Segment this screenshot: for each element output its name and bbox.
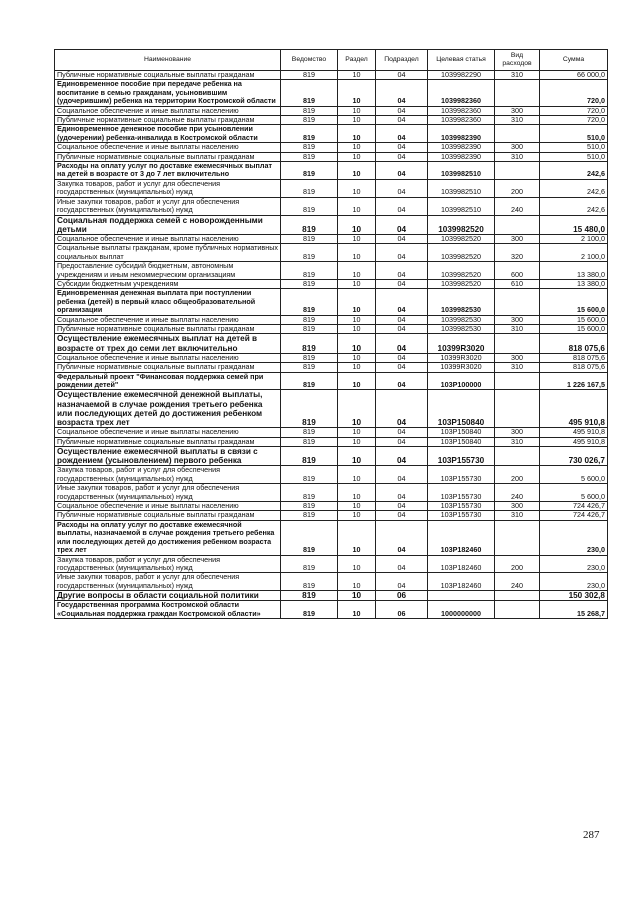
cell-dept: 819 — [281, 428, 338, 437]
header-subsection: Подраздел — [376, 50, 428, 71]
cell-name: Осуществление ежемесячной выплаты в связи с рождением (усыновлением) первого ребенка — [55, 447, 281, 466]
cell-dept: 819 — [281, 80, 338, 106]
cell-target: 1039982530 — [428, 324, 495, 333]
cell-subsection: 04 — [376, 215, 428, 234]
cell-dept: 819 — [281, 289, 338, 315]
cell-dept: 819 — [281, 179, 338, 197]
cell-section: 10 — [338, 106, 376, 115]
header-dept: Ведомство — [281, 50, 338, 71]
cell-dept: 819 — [281, 279, 338, 288]
cell-expense: 310 — [495, 363, 540, 372]
cell-dept: 819 — [281, 162, 338, 180]
table-row — [55, 363, 608, 372]
table-row — [55, 353, 608, 362]
cell-name: Единовременное пособие при передаче ребенка на воспитание в семью гражданам, усыновившим (удочерившим) ребенка на территории Костромской области — [55, 80, 281, 106]
cell-target: 1039982520 — [428, 244, 495, 262]
cell-subsection: 04 — [376, 279, 428, 288]
cell-target: 1039982530 — [428, 289, 495, 315]
cell-expense: 300 — [495, 315, 540, 324]
cell-dept: 819 — [281, 71, 338, 80]
cell-dept: 819 — [281, 143, 338, 152]
table-row — [55, 179, 608, 197]
cell-expense — [495, 334, 540, 353]
cell-subsection: 04 — [376, 289, 428, 315]
cell-sum: 720,0 — [540, 80, 608, 106]
cell-subsection: 04 — [376, 116, 428, 125]
cell-expense — [495, 289, 540, 315]
cell-dept: 819 — [281, 152, 338, 161]
cell-expense: 600 — [495, 262, 540, 280]
cell-target: 1039982510 — [428, 162, 495, 180]
cell-sum: 5 600,0 — [540, 484, 608, 502]
table-row — [55, 484, 608, 502]
cell-target: 10399R3020 — [428, 334, 495, 353]
cell-section: 10 — [338, 353, 376, 362]
cell-expense: 300 — [495, 106, 540, 115]
cell-dept: 819 — [281, 447, 338, 466]
cell-section: 10 — [338, 315, 376, 324]
cell-subsection: 04 — [376, 106, 428, 115]
cell-target: 1039982390 — [428, 152, 495, 161]
table-row — [55, 116, 608, 125]
cell-sum: 495 910,8 — [540, 428, 608, 437]
cell-section: 10 — [338, 447, 376, 466]
cell-name: Социальное обеспечение и иные выплаты населению — [55, 315, 281, 324]
cell-sum: 510,0 — [540, 152, 608, 161]
cell-subsection: 04 — [376, 511, 428, 520]
cell-target: 103P155730 — [428, 502, 495, 511]
cell-sum: 15 600,0 — [540, 289, 608, 315]
cell-dept: 819 — [281, 601, 338, 619]
cell-expense: 300 — [495, 428, 540, 437]
cell-target: 1039982390 — [428, 143, 495, 152]
cell-dept: 819 — [281, 363, 338, 372]
cell-section: 10 — [338, 116, 376, 125]
table-row — [55, 262, 608, 280]
budget-table — [54, 49, 608, 619]
cell-expense — [495, 80, 540, 106]
cell-name: Единовременное денежное пособие при усыновлении (удочерении) ребенка-инвалида в Костромской области — [55, 125, 281, 143]
table-row — [55, 511, 608, 520]
cell-sum: 2 100,0 — [540, 234, 608, 243]
cell-section: 10 — [338, 324, 376, 333]
cell-dept: 819 — [281, 502, 338, 511]
cell-section: 10 — [338, 466, 376, 484]
cell-expense: 310 — [495, 437, 540, 446]
cell-subsection: 04 — [376, 502, 428, 511]
cell-target: 103P150840 — [428, 390, 495, 428]
cell-dept: 819 — [281, 484, 338, 502]
cell-dept: 819 — [281, 244, 338, 262]
cell-section: 10 — [338, 262, 376, 280]
table-row — [55, 591, 608, 601]
cell-section: 10 — [338, 502, 376, 511]
table-row — [55, 215, 608, 234]
cell-section: 10 — [338, 372, 376, 390]
cell-expense: 300 — [495, 353, 540, 362]
header-target: Целевая статья — [428, 50, 495, 71]
cell-sum: 724 426,7 — [540, 502, 608, 511]
cell-expense: 320 — [495, 244, 540, 262]
cell-dept: 819 — [281, 390, 338, 428]
cell-target: 103P182460 — [428, 573, 495, 591]
cell-sum: 15 268,7 — [540, 601, 608, 619]
cell-sum: 720,0 — [540, 106, 608, 115]
page-number: 287 — [583, 829, 600, 841]
cell-expense: 200 — [495, 466, 540, 484]
cell-dept: 819 — [281, 125, 338, 143]
cell-subsection: 04 — [376, 324, 428, 333]
table-row — [55, 143, 608, 152]
cell-name: Публичные нормативные социальные выплаты гражданам — [55, 152, 281, 161]
table-row — [55, 125, 608, 143]
cell-sum: 15 600,0 — [540, 315, 608, 324]
cell-subsection: 04 — [376, 125, 428, 143]
cell-subsection: 04 — [376, 197, 428, 215]
header-row — [55, 50, 608, 71]
cell-subsection: 04 — [376, 143, 428, 152]
cell-section: 10 — [338, 555, 376, 573]
cell-subsection: 04 — [376, 437, 428, 446]
table-row — [55, 315, 608, 324]
cell-section: 10 — [338, 601, 376, 619]
cell-target — [428, 591, 495, 601]
cell-expense: 300 — [495, 502, 540, 511]
cell-sum: 230,0 — [540, 573, 608, 591]
cell-expense: 310 — [495, 511, 540, 520]
cell-sum: 230,0 — [540, 555, 608, 573]
cell-section: 10 — [338, 152, 376, 161]
cell-dept: 819 — [281, 315, 338, 324]
cell-target: 103P155730 — [428, 447, 495, 466]
cell-dept: 819 — [281, 197, 338, 215]
cell-dept: 819 — [281, 324, 338, 333]
cell-target: 1039982510 — [428, 197, 495, 215]
cell-name: Закупка товаров, работ и услуг для обеспечения государственных (муниципальных) нужд — [55, 555, 281, 573]
cell-section: 10 — [338, 484, 376, 502]
cell-dept: 819 — [281, 353, 338, 362]
cell-section: 10 — [338, 511, 376, 520]
cell-target: 103P182460 — [428, 520, 495, 555]
table-row — [55, 106, 608, 115]
cell-sum: 242,6 — [540, 179, 608, 197]
cell-section: 10 — [338, 520, 376, 555]
table-row — [55, 152, 608, 161]
cell-section: 10 — [338, 289, 376, 315]
cell-target: 10399R3020 — [428, 353, 495, 362]
cell-expense: 310 — [495, 116, 540, 125]
cell-subsection: 04 — [376, 334, 428, 353]
cell-name: Публичные нормативные социальные выплаты гражданам — [55, 437, 281, 446]
cell-expense: 300 — [495, 143, 540, 152]
cell-expense: 240 — [495, 573, 540, 591]
table-body — [55, 71, 608, 619]
cell-name: Федеральный проект "Финансовая поддержка семей при рождении детей" — [55, 372, 281, 390]
table-row — [55, 520, 608, 555]
cell-sum: 720,0 — [540, 116, 608, 125]
cell-target: 1039982520 — [428, 234, 495, 243]
table-row — [55, 244, 608, 262]
cell-target: 1039982520 — [428, 279, 495, 288]
cell-expense: 200 — [495, 555, 540, 573]
cell-sum: 15 600,0 — [540, 324, 608, 333]
cell-subsection: 04 — [376, 353, 428, 362]
cell-dept: 819 — [281, 262, 338, 280]
cell-subsection: 04 — [376, 447, 428, 466]
cell-sum: 495 910,8 — [540, 437, 608, 446]
cell-sum: 495 910,8 — [540, 390, 608, 428]
cell-subsection: 04 — [376, 71, 428, 80]
cell-target: 103P100000 — [428, 372, 495, 390]
cell-target: 1000000000 — [428, 601, 495, 619]
table-row — [55, 466, 608, 484]
cell-name: Социальное обеспечение и иные выплаты населению — [55, 502, 281, 511]
cell-name: Публичные нормативные социальные выплаты гражданам — [55, 363, 281, 372]
table-row — [55, 324, 608, 333]
cell-dept: 819 — [281, 215, 338, 234]
cell-expense: 240 — [495, 484, 540, 502]
cell-expense — [495, 372, 540, 390]
cell-subsection: 04 — [376, 466, 428, 484]
cell-expense — [495, 215, 540, 234]
table-row — [55, 279, 608, 288]
cell-sum: 1 226 167,5 — [540, 372, 608, 390]
cell-name: Публичные нормативные социальные выплаты гражданам — [55, 511, 281, 520]
cell-subsection: 04 — [376, 520, 428, 555]
cell-name: Иные закупки товаров, работ и услуг для обеспечения государственных (муниципальных) нужд — [55, 484, 281, 502]
cell-name: Иные закупки товаров, работ и услуг для обеспечения государственных (муниципальных) нужд — [55, 197, 281, 215]
cell-subsection: 04 — [376, 80, 428, 106]
cell-sum: 242,6 — [540, 162, 608, 180]
cell-section: 10 — [338, 244, 376, 262]
cell-expense — [495, 447, 540, 466]
cell-name: Другие вопросы в области социальной политики — [55, 591, 281, 601]
cell-target: 1039982520 — [428, 262, 495, 280]
cell-expense — [495, 125, 540, 143]
cell-section: 10 — [338, 234, 376, 243]
cell-subsection: 06 — [376, 591, 428, 601]
cell-subsection: 04 — [376, 162, 428, 180]
cell-name: Предоставление субсидий бюджетным, автономным учреждениям и иным некоммерческим организациям — [55, 262, 281, 280]
cell-target: 1039982290 — [428, 71, 495, 80]
header-section: Раздел — [338, 50, 376, 71]
cell-subsection: 06 — [376, 601, 428, 619]
cell-name: Расходы на оплату услуг по доставке ежемесячных выплат на детей в возрасте от 3 до 7 лет включительно — [55, 162, 281, 180]
cell-target: 103P182460 — [428, 555, 495, 573]
header-expense: Вид расходов — [495, 50, 540, 71]
cell-name: Субсидии бюджетным учреждениям — [55, 279, 281, 288]
cell-name: Осуществление ежемесячных выплат на детей в возрасте от трех до семи лет включительно — [55, 334, 281, 353]
cell-target: 103P155730 — [428, 484, 495, 502]
cell-section: 10 — [338, 143, 376, 152]
cell-sum: 724 426,7 — [540, 511, 608, 520]
table-row — [55, 447, 608, 466]
cell-sum: 5 600,0 — [540, 466, 608, 484]
table-row — [55, 197, 608, 215]
cell-subsection: 04 — [376, 555, 428, 573]
cell-name: Осуществление ежемесячной денежной выплаты, назначаемой в случае рождения третьего ребенка или последующих детей до достижения ребенком возраста трех лет — [55, 390, 281, 428]
cell-section: 10 — [338, 179, 376, 197]
cell-dept: 819 — [281, 116, 338, 125]
cell-expense — [495, 390, 540, 428]
cell-expense: 200 — [495, 179, 540, 197]
table-row — [55, 334, 608, 353]
table-row — [55, 502, 608, 511]
table-row — [55, 428, 608, 437]
cell-dept: 819 — [281, 372, 338, 390]
cell-name: Закупка товаров, работ и услуг для обеспечения государственных (муниципальных) нужд — [55, 466, 281, 484]
cell-target: 1039982360 — [428, 116, 495, 125]
cell-expense: 310 — [495, 71, 540, 80]
cell-name: Единовременная денежная выплата при поступлении ребенка (детей) в первый класс общеобразовательной организации — [55, 289, 281, 315]
cell-subsection: 04 — [376, 573, 428, 591]
header-sum: Сумма — [540, 50, 608, 71]
cell-subsection: 04 — [376, 390, 428, 428]
cell-sum: 818 075,6 — [540, 363, 608, 372]
cell-name: Расходы на оплату услуг по доставке ежемесячной выплаты, назначаемой в случае рождения третьего ребенка или последующих детей до достижения ребенком возраста трех лет — [55, 520, 281, 555]
cell-target: 1039982390 — [428, 125, 495, 143]
cell-dept: 819 — [281, 234, 338, 243]
cell-sum: 15 480,0 — [540, 215, 608, 234]
cell-target: 1039982520 — [428, 215, 495, 234]
cell-expense: 310 — [495, 152, 540, 161]
header-name: Наименование — [55, 50, 281, 71]
cell-name: Публичные нормативные социальные выплаты гражданам — [55, 116, 281, 125]
cell-name: Социальное обеспечение и иные выплаты населению — [55, 428, 281, 437]
cell-subsection: 04 — [376, 152, 428, 161]
table-row — [55, 289, 608, 315]
cell-subsection: 04 — [376, 484, 428, 502]
cell-dept: 819 — [281, 555, 338, 573]
cell-expense: 310 — [495, 324, 540, 333]
cell-expense: 300 — [495, 234, 540, 243]
cell-sum: 818 075,6 — [540, 353, 608, 362]
table-row — [55, 437, 608, 446]
cell-target: 10399R3020 — [428, 363, 495, 372]
cell-sum: 242,6 — [540, 197, 608, 215]
cell-name: Закупка товаров, работ и услуг для обеспечения государственных (муниципальных) нужд — [55, 179, 281, 197]
cell-section: 10 — [338, 279, 376, 288]
table-row — [55, 71, 608, 80]
cell-target: 1039982510 — [428, 179, 495, 197]
cell-sum: 510,0 — [540, 125, 608, 143]
table-row — [55, 573, 608, 591]
cell-target: 1039982530 — [428, 315, 495, 324]
cell-expense: 610 — [495, 279, 540, 288]
cell-name: Публичные нормативные социальные выплаты гражданам — [55, 71, 281, 80]
cell-sum: 730 026,7 — [540, 447, 608, 466]
cell-sum: 13 380,0 — [540, 262, 608, 280]
cell-section: 10 — [338, 197, 376, 215]
cell-subsection: 04 — [376, 179, 428, 197]
table-row — [55, 162, 608, 180]
cell-name: Социальное обеспечение и иные выплаты населению — [55, 106, 281, 115]
cell-target: 103P150840 — [428, 437, 495, 446]
table-row — [55, 555, 608, 573]
cell-sum: 230,0 — [540, 520, 608, 555]
cell-subsection: 04 — [376, 428, 428, 437]
cell-dept: 819 — [281, 511, 338, 520]
cell-subsection: 04 — [376, 262, 428, 280]
cell-name: Социальные выплаты гражданам, кроме публичных нормативных социальных выплат — [55, 244, 281, 262]
cell-section: 10 — [338, 428, 376, 437]
cell-section: 10 — [338, 437, 376, 446]
cell-name: Социальное обеспечение и иные выплаты населению — [55, 143, 281, 152]
cell-section: 10 — [338, 125, 376, 143]
cell-sum: 13 380,0 — [540, 279, 608, 288]
cell-name: Иные закупки товаров, работ и услуг для обеспечения государственных (муниципальных) нужд — [55, 573, 281, 591]
cell-target: 1039982360 — [428, 80, 495, 106]
table-row — [55, 234, 608, 243]
cell-sum: 66 000,0 — [540, 71, 608, 80]
cell-sum: 510,0 — [540, 143, 608, 152]
cell-section: 10 — [338, 591, 376, 601]
cell-section: 10 — [338, 215, 376, 234]
cell-dept: 819 — [281, 106, 338, 115]
table-row — [55, 390, 608, 428]
cell-target: 103P150840 — [428, 428, 495, 437]
cell-name: Социальное обеспечение и иные выплаты населению — [55, 353, 281, 362]
cell-section: 10 — [338, 71, 376, 80]
cell-dept: 819 — [281, 334, 338, 353]
cell-section: 10 — [338, 334, 376, 353]
cell-section: 10 — [338, 80, 376, 106]
cell-sum: 818 075,6 — [540, 334, 608, 353]
cell-expense — [495, 520, 540, 555]
cell-sum: 150 302,8 — [540, 591, 608, 601]
cell-subsection: 04 — [376, 234, 428, 243]
cell-subsection: 04 — [376, 315, 428, 324]
cell-subsection: 04 — [376, 372, 428, 390]
cell-target: 103P155730 — [428, 511, 495, 520]
table-row — [55, 601, 608, 619]
cell-target: 1039982360 — [428, 106, 495, 115]
cell-section: 10 — [338, 573, 376, 591]
cell-name: Социальная поддержка семей с новорожденными детьми — [55, 215, 281, 234]
cell-expense — [495, 601, 540, 619]
cell-name: Публичные нормативные социальные выплаты гражданам — [55, 324, 281, 333]
cell-target: 103P155730 — [428, 466, 495, 484]
table-row — [55, 372, 608, 390]
cell-subsection: 04 — [376, 363, 428, 372]
cell-expense: 240 — [495, 197, 540, 215]
cell-dept: 819 — [281, 591, 338, 601]
cell-section: 10 — [338, 162, 376, 180]
table-row — [55, 80, 608, 106]
cell-name: Государственная программа Костромской области «Социальная поддержка граждан Костромской области» — [55, 601, 281, 619]
cell-expense — [495, 591, 540, 601]
cell-dept: 819 — [281, 437, 338, 446]
cell-dept: 819 — [281, 573, 338, 591]
cell-subsection: 04 — [376, 244, 428, 262]
cell-dept: 819 — [281, 466, 338, 484]
cell-name: Социальное обеспечение и иные выплаты населению — [55, 234, 281, 243]
cell-sum: 2 100,0 — [540, 244, 608, 262]
cell-section: 10 — [338, 363, 376, 372]
cell-section: 10 — [338, 390, 376, 428]
cell-expense — [495, 162, 540, 180]
cell-dept: 819 — [281, 520, 338, 555]
